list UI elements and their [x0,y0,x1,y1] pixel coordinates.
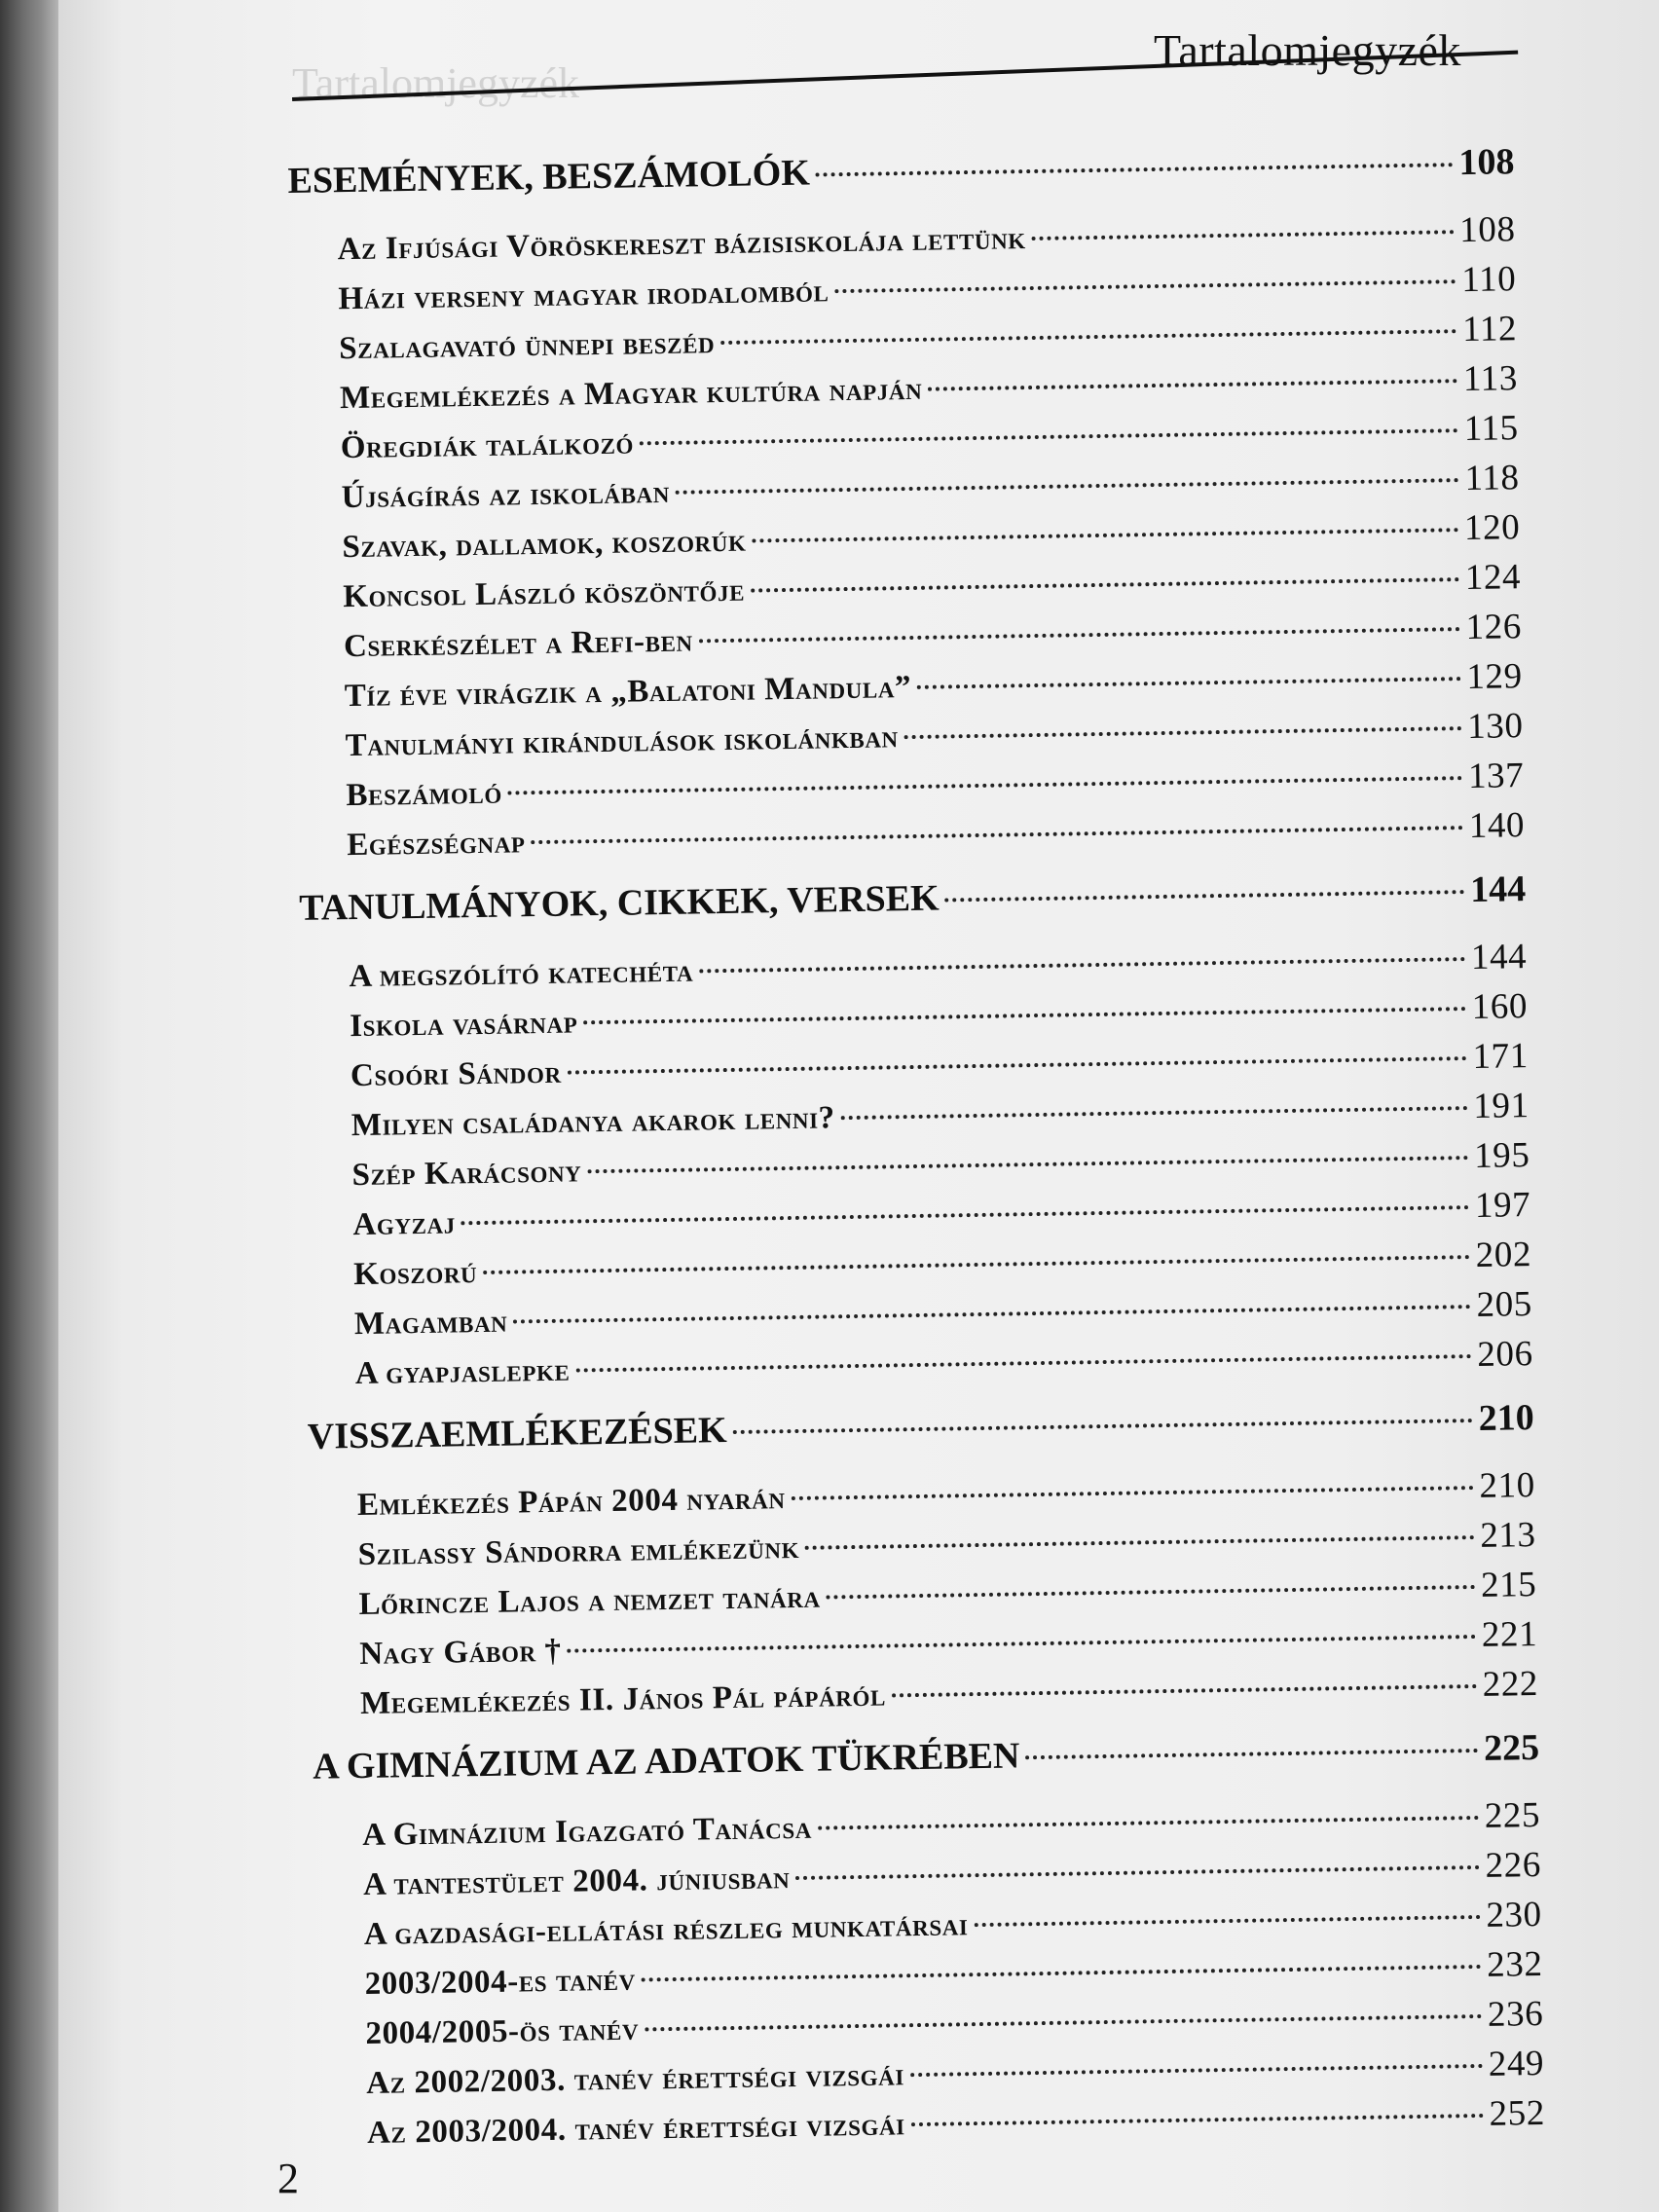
entry-title: A megszólító katechéta [349,953,694,995]
dotted-leader [699,627,1460,643]
entry-page-number: 225 [1484,1794,1541,1836]
dotted-leader [508,776,1462,794]
entry-page-number: 191 [1473,1086,1530,1126]
entry-page-number: 252 [1489,2092,1546,2134]
entry-title: Nagy Gábor † [359,1633,562,1673]
toc-section [287,140,1525,873]
dotted-leader [575,1354,1471,1372]
toc-section [307,1396,1538,1732]
dotted-leader [483,1255,1470,1274]
entry-page-number: 221 [1481,1614,1538,1655]
entry-title: Az 2003/2004. tanév érettségi vizsgái [366,2107,905,2151]
dotted-leader [640,428,1458,445]
section-heading [307,1396,1534,1472]
entry-title: Tíz éve virágzik a „Balatoni Mandula” [344,670,912,715]
entry-page-number: 222 [1482,1664,1539,1705]
entry-title: Megemlékezés II. János Pál pápáról [359,1677,887,1722]
entry-title: A gazdasági-ellátási részleg munkatársai [363,1907,969,1952]
section-page-number: 225 [1483,1727,1540,1769]
entry-page-number: 195 [1473,1135,1530,1176]
section-page-number: 210 [1478,1397,1535,1439]
entry-page-number: 210 [1479,1465,1536,1506]
dotted-leader [827,1585,1476,1599]
entry-page-number: 197 [1474,1185,1531,1226]
entry-title: Koncsol László köszöntője [342,572,746,615]
dotted-leader [513,1305,1470,1323]
toc-section [313,1726,1546,2161]
dotted-leader [945,890,1465,902]
entry-page-number: 118 [1464,458,1520,499]
running-head: Tartalomjegyzék [1154,25,1461,75]
entry-page-number: 230 [1486,1894,1543,1936]
dotted-leader [904,726,1462,739]
entry-page-number: 205 [1476,1284,1533,1325]
entry-page-number: 108 [1458,209,1516,251]
entry-title: Újságírás az iskolában [341,474,671,516]
show-through-text: Tartalomjegyzék [292,59,580,107]
dotted-leader [461,1205,1469,1225]
dotted-leader [1032,230,1455,240]
entry-page-number: 113 [1462,358,1519,400]
entry-page-number: 236 [1487,1993,1544,2035]
entry-page-number: 129 [1466,656,1524,698]
entry-page-number: 115 [1463,408,1520,450]
dotted-leader [699,957,1465,973]
dotted-leader [928,379,1457,391]
dotted-leader [818,1816,1479,1830]
dotted-leader [917,677,1460,689]
section-title: ESEMÉNYEK, BESZÁMOLÓK [287,152,811,202]
entry-title: Szép Karácsony [351,1154,582,1194]
dotted-leader [892,1684,1477,1697]
entry-title: Tanulmányi kirándulások iskolánkban [345,719,900,764]
entry-title: Házi verseny magyar irodalomból [338,274,830,317]
entry-title: Szilassy Sándorra emlékezünk [357,1530,800,1573]
entry-title: Öregdiák találkozó [340,425,635,466]
entry-title: Egészségnap [347,825,526,864]
entry-page-number: 112 [1461,309,1518,350]
entry-page-number: 144 [1470,937,1528,978]
dotted-leader [791,1486,1473,1500]
dotted-leader [795,1865,1479,1880]
dotted-leader [841,1106,1468,1120]
entry-page-number: 110 [1461,259,1517,301]
table-of-contents [287,127,1545,2161]
entry-title: Beszámoló [346,775,503,814]
entry-title: Iskola vasárnap [349,1005,578,1045]
entry-page-number: 160 [1471,986,1529,1027]
dotted-leader [816,163,1454,176]
entry-page-number: 140 [1468,805,1526,847]
section-title: VISSZAEMLÉKEZÉSEK [307,1410,727,1457]
entry-page-number: 226 [1485,1844,1542,1886]
entry-title: Csoóri Sándor [350,1054,562,1094]
section-heading [313,1726,1540,1802]
dotted-leader [583,1007,1465,1024]
dotted-leader [645,2014,1482,2032]
entry-title: Milyen családanya akarok lenni? [350,1100,836,1144]
section-title: TANULMÁNYOK, CIKKEK, VERSEK [298,877,940,929]
dotted-leader [805,1535,1474,1550]
entry-page-number: 130 [1466,706,1524,748]
dotted-leader [642,1965,1481,1982]
dotted-leader [751,577,1459,592]
dotted-leader [733,1419,1473,1434]
entry-page-number: 213 [1479,1515,1536,1556]
entry-title: 2004/2005-ös tanév [365,2011,640,2051]
dotted-leader [531,826,1462,844]
section-page-number: 108 [1458,141,1515,184]
entry-title: A gyapjaslepke [354,1352,571,1392]
book-spine-shadow [0,0,58,2212]
entry-title: Agyzaj [352,1205,457,1243]
entry-page-number: 120 [1463,507,1521,549]
entry-title: Az 2002/2003. tanév érettségi vizsgái [365,2057,905,2101]
page-number: 2 [277,2155,299,2202]
section-title: A GIMNÁZIUM AZ ADATOK TÜKRÉBEN [312,1735,1020,1788]
entry-title: Az Ifjúsági Vöröskereszt bázisiskolája lettünk [337,221,1027,268]
dotted-leader [910,2064,1483,2077]
dotted-leader [1025,1749,1478,1759]
dotted-leader [834,279,1456,293]
entry-title: A Gimnázium Igazgató Tanácsa [361,1810,813,1853]
entry-title: Lőrincze Lajos a nemzet tanára [358,1579,821,1623]
section-heading [287,140,1515,216]
entry-title: A tantestület 2004. júniusban [362,1861,791,1902]
entry-page-number: 249 [1488,2043,1545,2084]
entry-title: 2003/2004-es tanév [364,1962,637,2002]
entry-page-number: 232 [1486,1943,1543,1985]
section-heading [299,867,1527,943]
entry-page-number: 171 [1472,1036,1530,1077]
toc-section [299,867,1533,1402]
dotted-leader [568,1635,1476,1653]
entry-page-number: 215 [1480,1565,1537,1605]
entry-title: Magamban [353,1304,508,1343]
dotted-leader [568,1056,1467,1075]
entry-page-number: 137 [1467,756,1525,797]
dotted-leader [911,2114,1484,2126]
entry-page-number: 126 [1465,607,1523,648]
entry-title: Szavak, dallamok, koszorúk [342,523,747,566]
entry-page-number: 206 [1477,1334,1533,1375]
entry-title: Megemlékezés a Magyar kultúra napján [339,371,923,417]
entry-title: Koszorú [352,1255,478,1293]
dotted-leader [676,478,1459,495]
dotted-leader [752,528,1458,542]
section-page-number: 144 [1469,868,1527,911]
entry-title: Emlékezés Pápán 2004 nyarán [356,1481,786,1524]
entry-page-number: 202 [1475,1235,1532,1275]
dotted-leader [587,1156,1468,1173]
dotted-leader [974,1915,1480,1927]
entry-page-number: 124 [1464,557,1522,599]
entry-title: Cserkészélet a Refi-ben [343,623,693,665]
dotted-leader [720,329,1456,345]
entry-title: Szalagavató ünnepi beszéd [338,325,716,367]
